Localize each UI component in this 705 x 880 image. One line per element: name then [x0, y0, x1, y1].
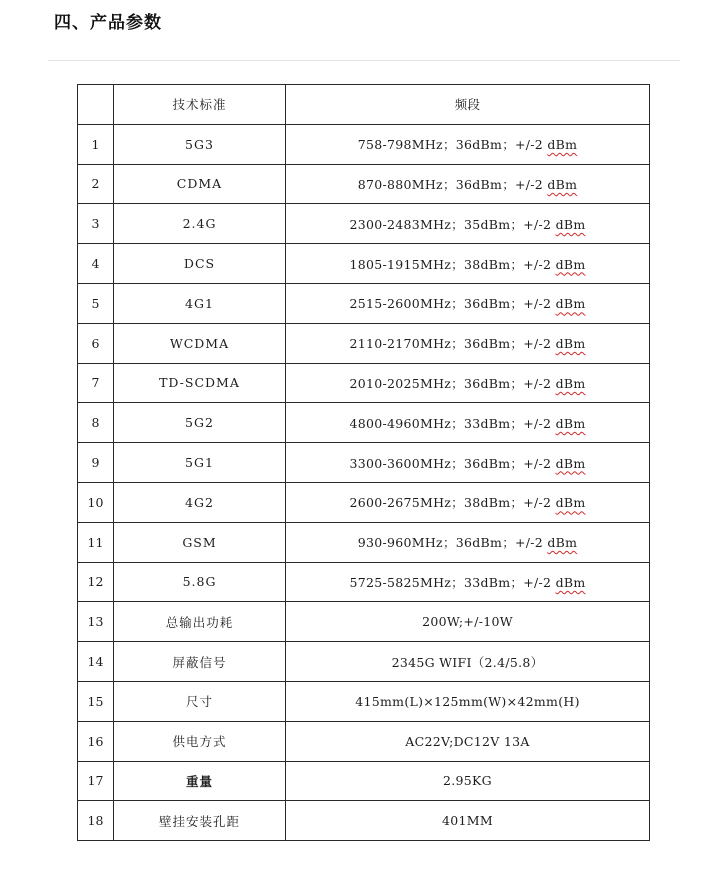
row-standard: 5.8G [114, 562, 286, 602]
row-standard: 5G3 [114, 124, 286, 164]
band-value: 2345G WIFI（2.4/5.8） [391, 654, 544, 670]
divider [48, 60, 680, 61]
section-title: 四、产品参数 [54, 13, 162, 33]
row-standard: 尺寸 [114, 681, 286, 721]
row-standard: 4G2 [114, 482, 286, 522]
band-value: 4800-4960MHz；33dBm；+/-2 [349, 415, 556, 431]
band-unit: dBm [547, 137, 578, 153]
band-value: 200W;+/-10W [422, 614, 513, 630]
band-value: 2600-2675MHz；38dBm；+/-2 [349, 495, 556, 511]
band-value: 930-960MHz；36dBm；+/-2 [357, 535, 548, 551]
row-index: 3 [78, 204, 114, 244]
table-row [78, 801, 650, 841]
row-standard: 总输出功耗 [114, 602, 286, 642]
row-band [286, 363, 650, 403]
row-band [286, 761, 650, 801]
table-row [78, 602, 650, 642]
table-row [78, 164, 650, 204]
band-value: 2.95KG [443, 773, 492, 789]
row-band [286, 403, 650, 443]
row-standard: WCDMA [114, 323, 286, 363]
row-standard: TD-SCDMA [114, 363, 286, 403]
header-standard: 技术标准 [114, 85, 286, 125]
band-unit: dBm [555, 574, 586, 590]
table-row [78, 642, 650, 682]
band-value: 2110-2170MHz；36dBm；+/-2 [349, 336, 556, 352]
row-index: 18 [78, 801, 114, 841]
row-index: 6 [78, 323, 114, 363]
table-row [78, 522, 650, 562]
row-standard: 供电方式 [114, 721, 286, 761]
row-band [286, 283, 650, 323]
band-unit: dBm [555, 415, 586, 431]
row-index: 4 [78, 244, 114, 284]
band-unit: dBm [555, 495, 586, 511]
band-value: 415mm(L)×125mm(W)×42mm(H) [355, 693, 580, 709]
band-value: 5725-5825MHz；33dBm；+/-2 [349, 574, 556, 590]
row-index: 1 [78, 124, 114, 164]
row-band [286, 204, 650, 244]
row-index: 16 [78, 721, 114, 761]
row-band [286, 522, 650, 562]
header-index [78, 85, 114, 125]
row-band [286, 642, 650, 682]
row-band [286, 164, 650, 204]
row-index: 15 [78, 681, 114, 721]
band-value: 870-880MHz；36dBm；+/-2 [357, 176, 548, 192]
row-index: 8 [78, 403, 114, 443]
table-row [78, 244, 650, 284]
row-index: 14 [78, 642, 114, 682]
row-standard: 5G2 [114, 403, 286, 443]
row-index: 17 [78, 761, 114, 801]
row-band [286, 443, 650, 483]
band-value: 3300-3600MHz；36dBm；+/-2 [349, 455, 556, 471]
table-header-row [78, 85, 650, 125]
band-unit: dBm [555, 216, 586, 232]
band-value: 1805-1915MHz；38dBm；+/-2 [349, 256, 556, 272]
row-standard: DCS [114, 244, 286, 284]
row-index: 13 [78, 602, 114, 642]
row-index: 9 [78, 443, 114, 483]
row-standard: 5G1 [114, 443, 286, 483]
band-value: 2300-2483MHz；35dBm；+/-2 [349, 216, 556, 232]
row-index: 12 [78, 562, 114, 602]
row-band [286, 244, 650, 284]
band-value: AC22V;DC12V 13A [405, 733, 530, 749]
row-standard: 屏蔽信号 [114, 642, 286, 682]
table-row [78, 562, 650, 602]
row-band [286, 482, 650, 522]
row-band [286, 721, 650, 761]
row-standard: 2.4G [114, 204, 286, 244]
table-row [78, 124, 650, 164]
table-row [78, 482, 650, 522]
table-row [78, 721, 650, 761]
row-standard: CDMA [114, 164, 286, 204]
band-value: 2515-2600MHz；36dBm；+/-2 [349, 296, 556, 312]
band-unit: dBm [555, 455, 586, 471]
table-row [78, 283, 650, 323]
band-unit: dBm [555, 256, 586, 272]
band-value: 758-798MHz；36dBm；+/-2 [357, 137, 548, 153]
row-standard: 重量 [114, 761, 286, 801]
row-index: 7 [78, 363, 114, 403]
row-standard: GSM [114, 522, 286, 562]
table-row [78, 363, 650, 403]
band-unit: dBm [547, 176, 578, 192]
band-value: 401MM [442, 813, 493, 829]
row-index: 10 [78, 482, 114, 522]
table-row [78, 681, 650, 721]
table-row [78, 403, 650, 443]
row-index: 11 [78, 522, 114, 562]
row-standard: 壁挂安装孔距 [114, 801, 286, 841]
band-unit: dBm [555, 296, 586, 312]
row-index: 2 [78, 164, 114, 204]
table-row [78, 323, 650, 363]
table-row [78, 443, 650, 483]
row-standard: 4G1 [114, 283, 286, 323]
band-unit: dBm [547, 535, 578, 551]
row-band [286, 681, 650, 721]
row-band [286, 323, 650, 363]
header-band: 频段 [286, 85, 650, 125]
spec-table [77, 84, 650, 841]
table-row [78, 761, 650, 801]
band-unit: dBm [555, 375, 586, 391]
row-index: 5 [78, 283, 114, 323]
row-band [286, 124, 650, 164]
band-unit: dBm [555, 336, 586, 352]
row-band [286, 562, 650, 602]
row-band [286, 602, 650, 642]
band-value: 2010-2025MHz；36dBm；+/-2 [349, 375, 556, 391]
table-row [78, 204, 650, 244]
row-band [286, 801, 650, 841]
